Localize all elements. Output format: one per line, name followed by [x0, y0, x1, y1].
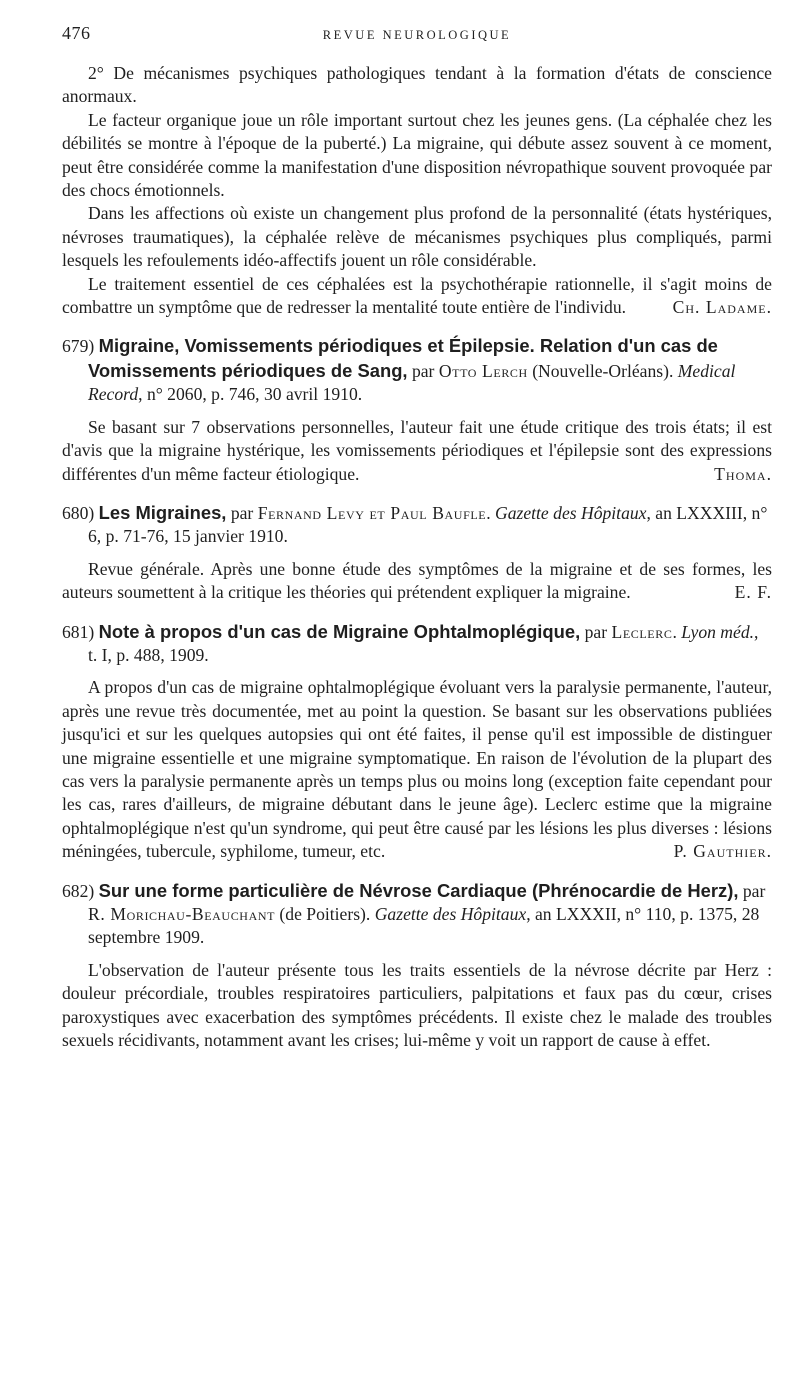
abstract-entry-682	[62, 879, 772, 1053]
entry-reference-pre: .	[672, 621, 682, 642]
entry-journal: Lyon méd.	[681, 621, 755, 642]
entry-heading	[62, 620, 772, 668]
page-number: 476	[62, 23, 91, 43]
intro-paragraph-4: Le traitement essentiel de ces céphalées est la psychothérapie rationnelle, il s'agit moins de combattre un symptôme que de redresser la mentalité toute entière de l'individu.	[62, 273, 772, 318]
entry-reference-pre: .	[486, 502, 495, 523]
intro-paragraph-2: Le facteur organique joue un rôle important surtout chez les jeunes gens. (La céphalée chez les débilités se montre à l'époque de la puberté.) La migraine, qui débute assez souvent à ce moment, peut être considérée comme la manifestation d'une disposition névropathique souvent provoquée par des chocs émotionnels.	[62, 109, 772, 201]
entry-signature: P. Gauthier.	[673, 841, 772, 862]
intro-paragraph-1: 2° De mécanismes psychiques pathologiques tendant à la formation d'états de conscience anormaux.	[62, 63, 772, 107]
entry-author: Leclerc	[611, 621, 673, 642]
entry-reference-pre: (Nouvelle-Orléans).	[527, 360, 678, 381]
entry-reference-post: , an LXXXIII, n° 6, p. 71-76, 15 janvier 1910.	[88, 502, 768, 547]
entry-author: Fernand Levy et Paul Baufle	[257, 502, 487, 523]
entry-signature: Thoma.	[714, 463, 772, 484]
entry-journal: Gazette des Hôpitaux	[374, 904, 527, 925]
entry-by: par	[411, 360, 435, 381]
entry-signature: E. F.	[734, 582, 772, 603]
entry-title: Note à propos d'un cas de Migraine Ophtalmoplégique,	[98, 620, 581, 642]
page-header	[62, 22, 772, 52]
entry-journal: Medical Record	[88, 360, 736, 405]
intro-section	[62, 62, 772, 319]
running-title: REVUE NEUROLOGIQUE	[322, 28, 512, 42]
entry-reference-post: , an LXXXII, n° 110, p. 1375, 28 septembre 1909.	[88, 904, 760, 948]
entry-number: 681)	[62, 621, 95, 642]
entry-reference-pre: (de Poitiers).	[275, 904, 375, 925]
entry-heading	[62, 879, 772, 950]
entry-number: 680)	[62, 502, 95, 523]
abstract-entry-680	[62, 501, 772, 605]
intro-paragraph-3: Dans les affections où existe un changement plus profond de la personnalité (états hystériques, névroses traumatiques), la céphalée relève de mécanismes psychiques plus compliqués, parmi lesquels les refoulements idéo-affectifs jouent un rôle considérable.	[62, 203, 772, 271]
entry-heading	[62, 334, 772, 406]
entry-body: A propos d'un cas de migraine ophtalmoplégique évoluant vers la paralysie permanente, l'auteur, après une revue très documentée, met au point la question. Se basant sur les observations publiées jusqu'ici et sur les quelques autopsies qui ont été faites, il pense qu'il est impossible de distinguer une migraine essentielle et une migraine symptomatique. En raison de l'évolution de la plupart des cas vers la paralysie permanente après un temps plus ou moins long (exception faite cependant pour les cas, rares d'ailleurs, de migraine débutant dans le jeune âge). Leclerc estime que la migraine ophtalmoplégique n'est qu'un syndrome, qui peut être causé par les lésions les plus diverses : lésions méningées, tubercule, syphilome, tumeur, etc.	[62, 677, 772, 862]
entry-by: par	[742, 880, 766, 901]
entry-reference-post: , t. I, p. 488, 1909.	[88, 621, 759, 665]
abstract-entry-679	[62, 334, 772, 485]
entry-number: 682)	[62, 880, 95, 901]
entry-heading	[62, 501, 772, 549]
entry-author: Otto Lerch	[438, 360, 528, 381]
entry-body: Se basant sur 7 observations personnelles, l'auteur fait une étude critique des trois états; il est d'avis que la migraine hystérique, les vomissements périodiques et l'épilepsie sont des expressions différentes d'un même facteur étiologique.	[62, 416, 772, 484]
entry-body: L'observation de l'auteur présente tous les traits essentiels de la névrose décrite par Herz : douleur précordiale, troubles respiratoires particuliers, palpitations et faux pas du cœur, crises paroxystiques avec exacerbation des symptômes précédents. Il existe chez le malade des troubles sexuels récidivants, notamment avant les crises; lui-même y voit un rapport de cause à effet.	[62, 959, 772, 1051]
entry-by: par	[584, 621, 608, 642]
entry-journal: Gazette des Hôpitaux	[495, 502, 647, 523]
entry-title: Les Migraines,	[98, 501, 227, 523]
entry-author: R. Morichau-Beauchant	[88, 904, 276, 925]
entry-number: 679)	[62, 336, 95, 357]
intro-signature: Ch. Ladame.	[672, 297, 772, 318]
entry-title: Migraine, Vomissements périodiques et Épilepsie. Relation d'un cas de Vomissements périodiques de Sang,	[88, 335, 718, 381]
entry-by: par	[230, 502, 254, 523]
entry-body: Revue générale. Après une bonne étude des symptômes de la migraine et de ses formes, les auteurs soumettent à la critique les théories qui prétendent expliquer la migraine.	[62, 558, 772, 603]
entry-title: Sur une forme particulière de Névrose Cardiaque (Phrénocardie de Herz),	[98, 879, 739, 901]
abstract-entry-681	[62, 620, 772, 864]
entry-reference-post: , n° 2060, p. 746, 30 avril 1910.	[138, 384, 363, 405]
